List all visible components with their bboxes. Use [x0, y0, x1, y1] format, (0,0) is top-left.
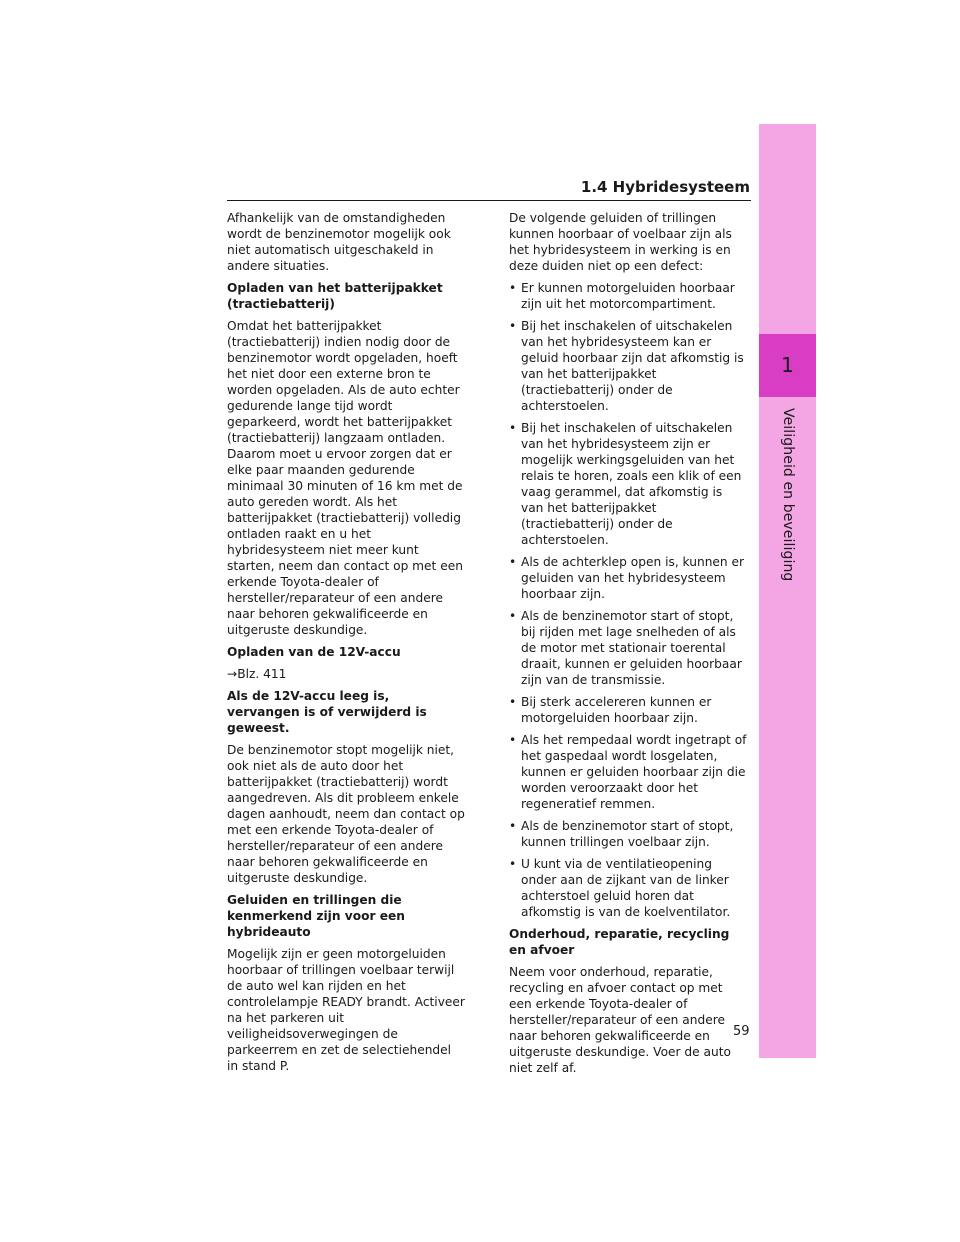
heading-12v-empty: Als de 12V-accu leeg is, vervangen is of verwijderd is geweest. [227, 689, 427, 735]
heading-sounds: Geluiden en trillingen die kenmerkend zijn voor een hybrideauto [227, 893, 405, 939]
chapter-title: Veiligheid en beveiliging [780, 408, 796, 582]
page-number: 59 [733, 1024, 750, 1039]
heading-charge-traction: Opladen van het batterijpakket (tractiebatterij) [227, 281, 443, 311]
paragraph-charge-traction: Omdat het batterijpakket (tractiebatterij) indien nodig door de benzinemotor wordt opgeladen, hoeft het niet door een externe bron te worden opgeladen. Als de auto echter gedurende lange tijd wordt geparkeerd, wordt het batterijpakket (tractiebatterij) langzaam ontladen. Daarom moet u ervoor zorgen dat er elke paar maanden gedurende minimaal 30 minuten of 16 km met de auto gereden wordt. Als het batterijpakket (tractiebatterij) volledig ontladen raakt en u het hybridesysteem niet meer kunt starten, neem dan contact op met een erkende Toyota-dealer of hersteller/reparateur of een andere naar behoren gekwalificeerde en uitgeruste deskundige. [227, 319, 463, 637]
heading-maintenance: Onderhoud, reparatie, recycling en afvoer [509, 927, 730, 957]
list-item: • Als de achterklep open is, kunnen er geluiden van het hybridesysteem hoorbaar zijn. [509, 554, 747, 602]
list-item: • Bij het inschakelen of uitschakelen van het hybridesysteem zijn er mogelijk werkingsgeluiden van het relais te horen, zoals een klik of een vaag gerammel, dat afkomstig is van het batterijpakket (tractiebatterij) onder de achterstoelen. [509, 420, 747, 548]
left-column [227, 210, 465, 1080]
intro-paragraph: Afhankelijk van de omstandigheden wordt de benzinemotor mogelijk ook niet automatisch uitgeschakeld in andere situaties. [227, 211, 451, 273]
list-item: • Als het rempedaal wordt ingetrapt of het gaspedaal wordt losgelaten, kunnen er geluiden hoorbaar zijn die worden veroorzaakt door het regeneratief remmen. [509, 732, 747, 812]
chapter-number: 1 [781, 353, 794, 377]
page-reference-link[interactable]: →Blz. 411 [227, 667, 287, 681]
sounds-intro-paragraph: De volgende geluiden of trillingen kunnen hoorbaar of voelbaar zijn als het hybridesysteem in werking is en deze duiden niet op een defect: [509, 211, 732, 273]
list-item: • Bij sterk accelereren kunnen er motorgeluiden hoorbaar zijn. [509, 694, 747, 726]
list-item: • U kunt via de ventilatieopening onder aan de zijkant van de linker achterstoel geluid horen dat afkomstig is van de koelventilator. [509, 856, 747, 920]
list-item: • Als de benzinemotor start of stopt, kunnen trillingen voelbaar zijn. [509, 818, 747, 850]
list-item: • Bij het inschakelen of uitschakelen van het hybridesysteem kan er geluid hoorbaar zijn dat afkomstig is van het batterijpakket (tractiebatterij) onder de achterstoelen. [509, 318, 747, 414]
paragraph-12v-empty: De benzinemotor stopt mogelijk niet, ook niet als de auto door het batterijpakket (tractiebatterij) wordt aangedreven. Als dit probleem enkele dagen aanhoudt, neem dan contact op met een erkende Toyota-dealer of hersteller/reparateur of een andere naar behoren gekwalificeerde en uitgeruste deskundige. [227, 743, 465, 885]
paragraph-sounds: Mogelijk zijn er geen motorgeluiden hoorbaar of trillingen voelbaar terwijl de auto wel kan rijden en het controlelampje READY brandt. Activeer na het parkeren uit veiligheidsoverwegingen de parkeerrem en zet de selectiehendel in stand P. [227, 947, 465, 1073]
heading-charge-12v: Opladen van de 12V-accu [227, 645, 401, 659]
right-column [509, 210, 747, 1082]
section-title: 1.4 Hybridesysteem [580, 178, 750, 196]
paragraph-maintenance: Neem voor onderhoud, reparatie, recycling en afvoer contact op met een erkende Toyota-dealer of hersteller/reparateur of een andere naar behoren gekwalificeerde en uitgeruste deskundige. Voer de auto niet zelf af. [509, 965, 731, 1075]
list-item: • Er kunnen motorgeluiden hoorbaar zijn uit het motorcompartiment. [509, 280, 747, 312]
list-item: • Als de benzinemotor start of stopt, bij rijden met lage snelheden of als de motor met stationair toerental draait, kunnen er geluiden hoorbaar zijn van de transmissie. [509, 608, 747, 688]
sounds-bullet-list [509, 280, 747, 920]
header-rule [227, 200, 751, 201]
